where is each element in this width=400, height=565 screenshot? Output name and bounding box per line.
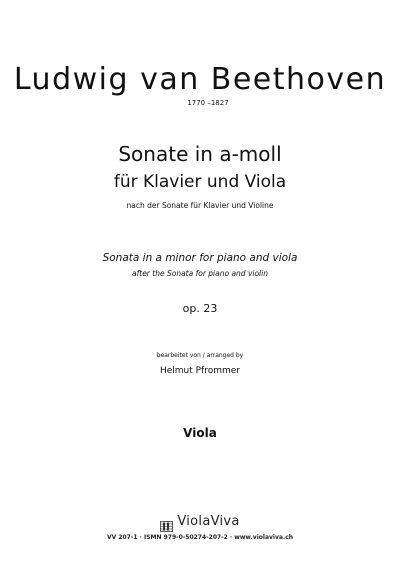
instrument-part: Viola <box>183 426 217 440</box>
source-note-de: nach der Sonate für Klavier und Violine <box>126 201 274 210</box>
composer-dates: 1770 –1827 <box>187 99 229 107</box>
work-subtitle-de: für Klavier und Viola <box>113 172 287 192</box>
arranger-name: Helmut Pfrommer <box>159 366 241 376</box>
composer-name: Ludwig van Beethoven <box>13 62 387 97</box>
publication-footer: VV 207-1 · ISMN 979-0-50274-207-2 · www.violaviva.ch <box>106 534 294 541</box>
publisher-name: ViolaViva <box>177 514 240 529</box>
source-note-en: after the Sonata for piano and violin <box>132 269 268 278</box>
work-title-de: Sonate in a-moll <box>118 142 282 166</box>
work-title-en: Sonata in a minor for piano and viola <box>102 252 298 264</box>
violaviva-logo-icon <box>160 517 173 528</box>
publisher-logo <box>0 514 400 530</box>
arranged-by-label: bearbeitet von / arranged by <box>156 352 244 359</box>
opus-number: op. 23 <box>182 302 218 315</box>
